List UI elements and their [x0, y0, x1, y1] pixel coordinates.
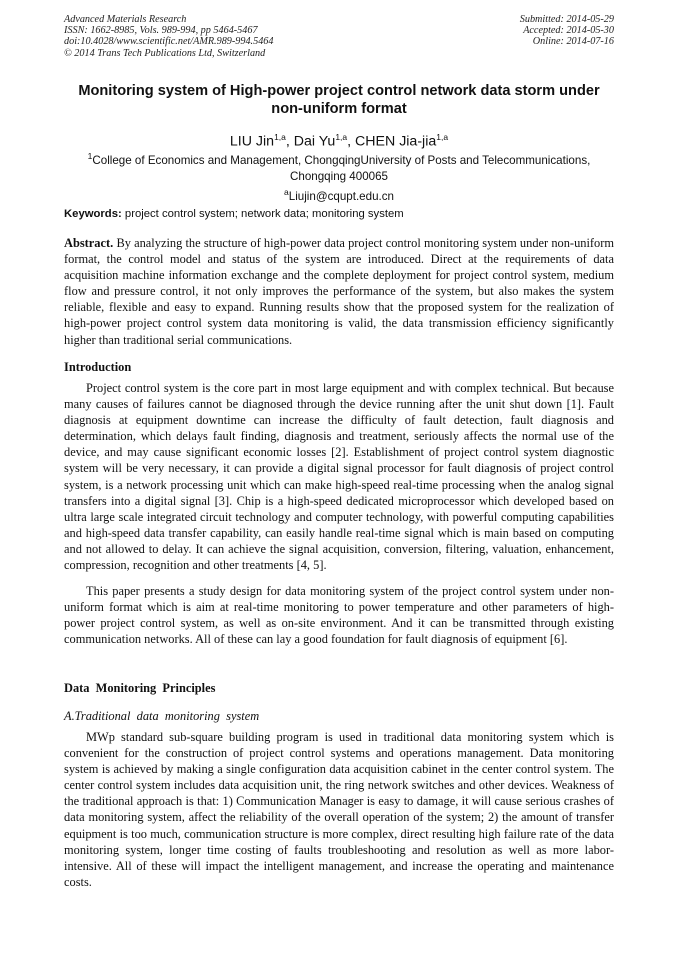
keywords-label: Keywords: — [64, 208, 122, 220]
accepted-date: Accepted: 2014-05-30 — [523, 25, 614, 37]
author-affiliation-mark: 1,a — [274, 132, 286, 142]
submitted-date: Submitted: 2014-05-29 — [519, 14, 614, 25]
abstract-label: Abstract. — [64, 236, 114, 250]
paragraph — [64, 729, 614, 890]
journal-name: Advanced Materials Research — [64, 14, 187, 25]
paragraph — [64, 380, 614, 573]
dates-header — [394, 14, 614, 48]
affiliation-mark: 1 — [87, 151, 93, 161]
doi-line: doi:10.4028/www.scientific.net/AMR.989-994.5464 — [64, 36, 274, 48]
email-mark: a — [284, 187, 289, 197]
issn-line: ISSN: 1662-8985, Vols. 989-994, pp 5464-5467 — [64, 25, 258, 37]
copyright-line: © 2014 Trans Tech Publications Ltd, Switzerland — [64, 47, 266, 59]
paragraph-text: This paper presents a study design for data monitoring system of the project control system under non-uniform format which is aim at real-time monitoring to power temperature and other parameters of high-power project control system, as well as on-site environment. And it can be transmitted through existing communication networks. All of these can lay a good foundation for fault diagnosis of equipment [6]. — [64, 584, 614, 647]
author-list: LIU Jin$^{1,a}$, Dai Yu$^{1,a}$, CHEN Jia-jia$^{1,a}$ — [229, 132, 449, 150]
keywords — [64, 206, 614, 222]
author-affiliation-mark: 1,a — [335, 132, 348, 142]
author-name: Dai Yu — [293, 133, 336, 150]
affiliation-text: College of Economics and Management, ChongqingUniversity of Posts and Telecommunications, Chongqing 400065 — [92, 153, 591, 183]
author-email — [64, 184, 614, 205]
author-affiliation-mark: 1,a — [436, 132, 449, 142]
paragraph-text: Project control system is the core part in most large equipment and with complex technical. But because many causes of failures cannot be diagnosed through the device running after the unit shut down [1]. Fault diagnosis at equipment downtime can increase the difficulty of fault detection, fault diagnosis and determination, which delays fault finding, diagnosis and treatment, seriously affects the normal use of the device, and may cause significant economic losses [2]. Establishment of project control system diagnostic system will be very necessary, it can provide a digital signal processor for fault diagnosis of project control system, is a network processing unit which can make high-speed real-time processing when the analog signal transfers into a digital signal [3]. Chip is a high-speed dedicated microprocessor which developed based on ultra large scale integrated circuit technology and computer technology, with powerful computing capabilities and high-speed data transfer capability, can easily handle real-time signal which is main based on computing and not allowed to delay. It can achieve the signal acquisition, conversion, filtering, valuation, enhancement, compression, recognition and other treatments [4, 5]. — [64, 381, 614, 573]
journal-header — [64, 14, 394, 59]
section-heading-introduction: Introduction — [64, 360, 132, 374]
author-name: CHEN Jia-jia — [355, 133, 437, 150]
author-name: LIU Jin — [229, 133, 275, 150]
affiliation — [64, 148, 614, 185]
paper-title: Monitoring system of High-power project control network data storm under non-uniform format — [78, 83, 600, 117]
subsection-heading-traditional: A.Traditional data monitoring system — [64, 709, 260, 723]
paragraph-text: MWp standard sub-square building program is used in traditional data monitoring system which is convenient for the construction of project control systems and operations management. Data monitoring system is achieved by making a single configuration data acquisition cabinet in the center control system. The center control system includes data acquisition unit, the ring network switches and other devices. Weakness of the traditional approach is that: 1) Communication Manager is easy to damage, it will cause serious crashes of data monitoring system, affect the reliability of the overall operation of the system; 2) the amount of transfer equipment is too much, communication structure is more complex, direct resulting high failure rate of the data monitoring system, longer time costing of faults troubleshooting and resolution as well as more labor-intensive. All of these will impact the intelligent management, and increase the operating and maintenance costs. — [64, 730, 614, 889]
keywords-text: project control system; network data; monitoring system — [124, 208, 404, 220]
email-text: Liujin@cqupt.edu.cn — [288, 189, 394, 203]
paragraph — [64, 583, 614, 647]
abstract-text: By analyzing the structure of high-power data project control monitoring system under non-uniform format, the control model and status of the system are introduced. Direct at the requirements of data acquisition machine information exchange and the complete deployment for project control system, medium flow and pressure control, it not only improves the performance of the system, but also makes the system reliable, flexible and easy to expand. Running results show that the proposed system for the realization of high-power project control system data monitoring is valid, the data transmission efficiency significantly higher than traditional serial communications. — [64, 236, 614, 347]
online-date: Online: 2014-07-16 — [532, 36, 614, 48]
abstract — [64, 235, 614, 348]
section-heading-data-monitoring: Data Monitoring Principles — [64, 681, 216, 695]
